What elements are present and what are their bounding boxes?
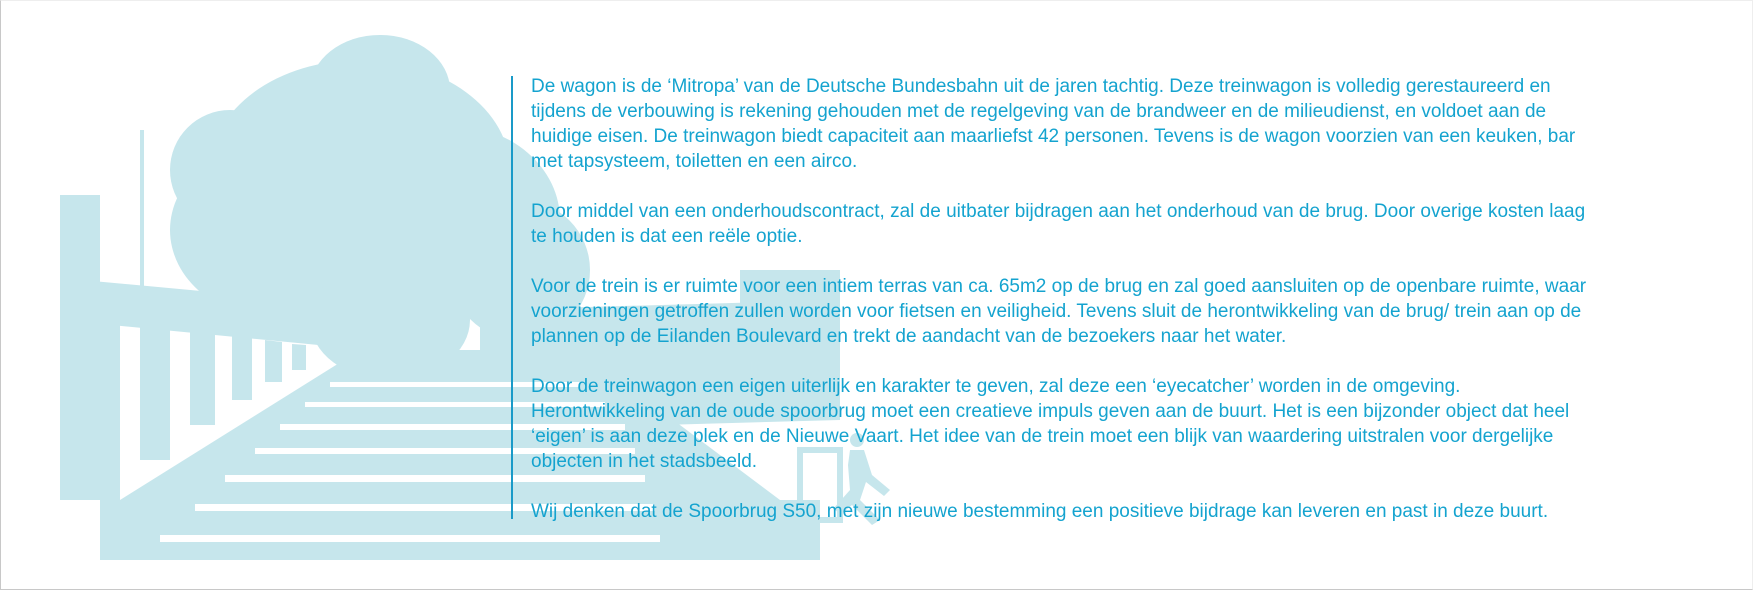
paragraph-terrace: Voor de trein is er ruimte voor een intiem terras van ca. 65m2 op de brug en zal goed aansluiten op de openbare ruimte, waar voorzieningen getroffen zullen worden voor fietsen en veiligheid. Tevens sluit de herontwikkeling van de brug/ trein aan op de plannen op de Eilanden Boulevard en trekt de aandacht van de bezoekers naar het water. [531, 276, 1587, 347]
paragraph-conclusion: Wij denken dat de Spoorbrug S50, met zijn nieuwe bestemming een positieve bijdrage kan leveren en past in deze buurt. [531, 501, 1549, 522]
text-column [531, 74, 1696, 549]
paragraph-maintenance-contract: Door middel van een onderhoudscontract, zal de uitbater bijdragen aan het onderhoud van de brug. Door overige kosten laag te houden is dat een reële optie. [531, 201, 1586, 247]
vertical-rule [511, 76, 513, 519]
paragraph-eyecatcher: Door de treinwagon een eigen uiterlijk en karakter te geven, zal deze een ‘eyecatcher’ worden in de omgeving. Herontwikkeling van de oude spoorbrug moet een creatieve impuls geven aan de buurt. Het is een bijzonder object dat heel ‘eigen’ is aan deze plek en de Nieuwe Vaart. Het idee van de trein moet een blijk van waardering uitstralen voor dergelijke objecten in het stadsbeeld. [531, 376, 1570, 472]
paragraph-wagon-description: De wagon is de ‘Mitropa’ van de Deutsche Bundesbahn uit de jaren tachtig. Deze treinwagon is volledig gerestaureerd en tijdens de verbouwing is rekening gehouden met de regelgeving van de brandweer en de milieudienst, en voldoet aan de huidige eisen. De treinwagon biedt capaciteit aan maarliefst 42 personen. Tevens is de wagon voorzien van een keuken, bar met tapsysteem, toiletten en een airco. [531, 76, 1576, 172]
